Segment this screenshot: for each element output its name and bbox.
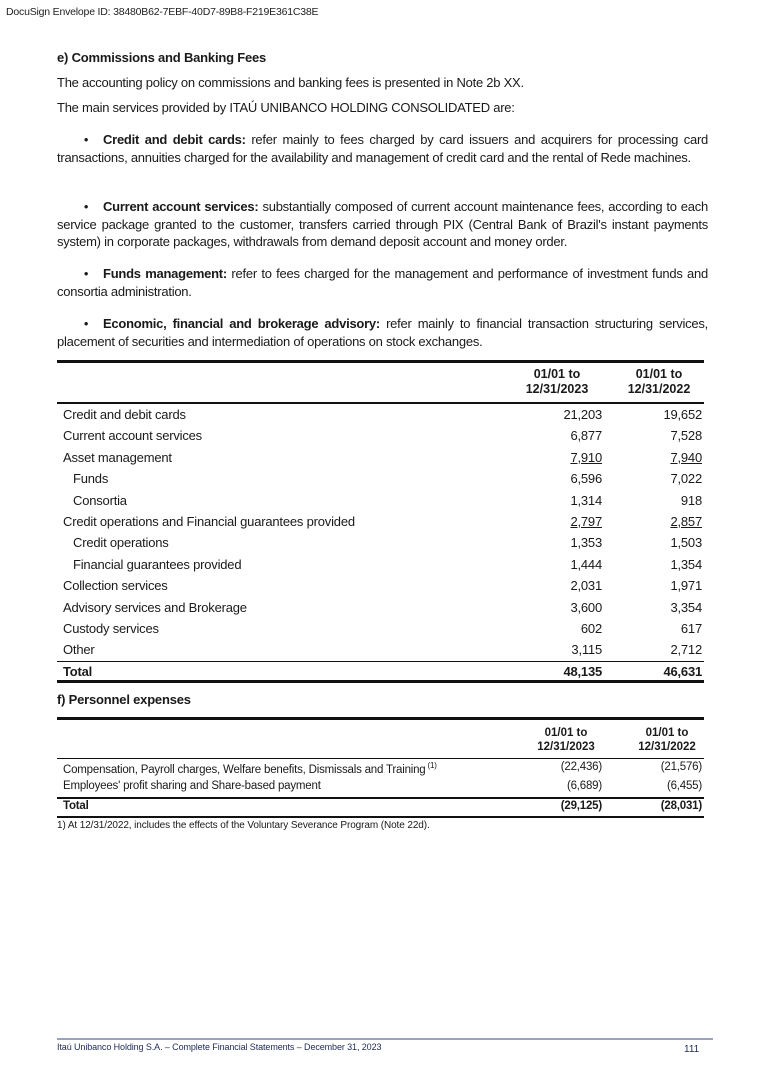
value-2023: 7,910 [570, 449, 602, 465]
value-2022: 1,354 [670, 556, 702, 572]
row-label [63, 642, 95, 657]
header-2023: 01/01 to 12/31/2023 [525, 367, 589, 396]
row-label [63, 578, 168, 593]
table-row [57, 778, 704, 797]
value-2022: 7,528 [670, 428, 702, 444]
value-2023: 1,314 [570, 492, 602, 508]
row-label [63, 450, 172, 465]
value-2023: 2,797 [570, 514, 602, 529]
commissions-table [57, 360, 704, 685]
bullet-text: refer mainly to financial transaction structuring services, placement of securities and intermediation of operations on stock exchanges. [57, 316, 708, 349]
row-label-text: Compensation, Payroll charges, Welfare benefits, Dismissals and Training [63, 763, 426, 776]
row-label [63, 407, 186, 422]
bullet-item [57, 315, 708, 350]
personnel-expenses-table [57, 717, 704, 819]
header-2023: 01/01 to 12/31/2023 [537, 727, 595, 753]
table-row [57, 448, 704, 469]
value-2023: 1,444 [570, 556, 602, 572]
bullet-icon: • [83, 199, 89, 214]
table-row [57, 491, 704, 512]
row-label [73, 471, 108, 486]
value-2022: 2,712 [670, 642, 702, 658]
row-label-text: Credit operations [73, 535, 169, 551]
docusign-envelope-id: DocuSign Envelope ID: 38480B62-7EBF-40D7-89B8-F219E361C38E [6, 6, 319, 18]
row-label [73, 493, 127, 508]
value-2022: 19,652 [663, 407, 702, 422]
table-row [57, 512, 704, 533]
bullet-item [57, 198, 708, 251]
services-intro: The main services provided by ITAÚ UNIBANCO HOLDING CONSOLIDATED are: [57, 100, 515, 115]
table-row [57, 598, 704, 619]
value-2022: (6,455) [666, 780, 702, 792]
row-label-text: Other [63, 642, 95, 658]
table-row [57, 555, 704, 576]
table-row [57, 533, 704, 554]
value-2023: 2,031 [570, 578, 602, 594]
value-2023: 602 [580, 621, 602, 636]
bullet-icon: • [83, 266, 89, 281]
row-label-text: Current account services [63, 428, 202, 444]
row-label [63, 621, 159, 636]
section-f-title: f) Personnel expenses [57, 692, 191, 707]
value-2023: 1,353 [570, 535, 602, 551]
value-2022: 617 [680, 621, 702, 636]
value-2022: (21,576) [660, 761, 702, 773]
footer-divider [57, 1038, 713, 1040]
row-label-text: Advisory services and Brokerage [63, 599, 247, 615]
row-label [73, 557, 241, 572]
row-label-text: Funds [73, 471, 109, 487]
value-2022: 3,354 [670, 599, 702, 615]
row-label [63, 514, 355, 529]
row-label [63, 664, 92, 679]
table-row [57, 426, 704, 447]
value-2022: 1,503 [670, 535, 702, 551]
bullet-text: substantially composed of current account maintenance fees, according to each service package granted to the customer, transfers carried through PIX (Central Bank of Brazil's instant payments system) in corporate packages, withdrawals from demand deposit account and money order. [57, 199, 708, 249]
value-2022: (28,031) [660, 800, 702, 812]
row-label-text: Credit and debit cards [63, 407, 186, 422]
value-2023: 3,600 [570, 599, 602, 615]
value-2022: 7,022 [670, 471, 702, 487]
value-2022: 918 [680, 492, 702, 508]
row-label-text: Total [63, 800, 89, 812]
footnote-ref: (1) [427, 761, 437, 770]
table-row [57, 619, 704, 640]
row-label [63, 780, 321, 792]
value-2022: 1,971 [670, 578, 702, 594]
footer-text: Itaú Unibanco Holding S.A. – Complete Financial Statements – December 31, 2023 [57, 1042, 382, 1052]
row-label [63, 800, 89, 812]
value-2023: 6,877 [570, 428, 602, 444]
value-2023: 6,596 [570, 471, 602, 487]
row-label-text: Employees' profit sharing and Share-based payment [63, 780, 321, 792]
value-2023: 3,115 [571, 642, 602, 658]
bullet-text: refer to fees charged for the management and performance of investment funds and consortia administration. [57, 266, 708, 299]
bullet-item [57, 131, 708, 166]
bullet-item [57, 265, 708, 300]
row-label [73, 535, 169, 550]
table-row [57, 576, 704, 597]
table-row [57, 640, 704, 661]
table-row [57, 759, 704, 778]
row-label-text: Financial guarantees provided [73, 556, 242, 572]
footnote: 1) At 12/31/2022, includes the effects of the Voluntary Severance Program (Note 22d). [57, 820, 430, 831]
section-e-title: e) Commissions and Banking Fees [57, 50, 267, 65]
row-label [63, 761, 437, 776]
page-number: 111 [684, 1044, 700, 1055]
value-2023: 21,203 [563, 407, 602, 422]
bullet-icon: • [83, 132, 89, 147]
bullet-text: refer mainly to fees charged by card issuers and acquirers for processing card transactions, annuities charged for the availability and management of credit card and the rental of Rede machines. [57, 132, 709, 165]
value-2022: 46,631 [663, 664, 702, 679]
value-2022: 7,940 [670, 449, 702, 465]
policy-paragraph: The accounting policy on commissions and banking fees is presented in Note 2b XX. [57, 75, 524, 90]
row-label-text: Total [63, 664, 93, 679]
bullet-term: Credit and debit cards: [103, 132, 246, 147]
row-label [63, 600, 247, 615]
table-row [57, 469, 704, 490]
value-2022: 2,857 [670, 514, 702, 529]
value-2023: (22,436) [560, 761, 602, 773]
bullet-icon: • [83, 316, 89, 331]
bullet-term: Funds management: [103, 266, 227, 281]
total-row [57, 798, 704, 817]
bullet-term: Economic, financial and brokerage advisory: [103, 316, 380, 331]
row-label [63, 428, 202, 443]
value-2023: (29,125) [560, 800, 602, 812]
header-2022: 01/01 to 12/31/2022 [638, 727, 696, 753]
bullet-term: Current account services: [103, 199, 259, 214]
header-2022: 01/01 to 12/31/2022 [627, 367, 691, 396]
row-label-text: Consortia [73, 492, 127, 508]
row-label-text: Credit operations and Financial guarantees provided [63, 514, 355, 529]
value-2023: (6,689) [566, 780, 602, 792]
row-label-text: Collection services [63, 578, 168, 594]
row-label-text: Asset management [63, 449, 172, 465]
value-2023: 48,135 [563, 664, 602, 679]
table-row [57, 405, 704, 426]
row-label-text: Custody services [63, 621, 159, 636]
